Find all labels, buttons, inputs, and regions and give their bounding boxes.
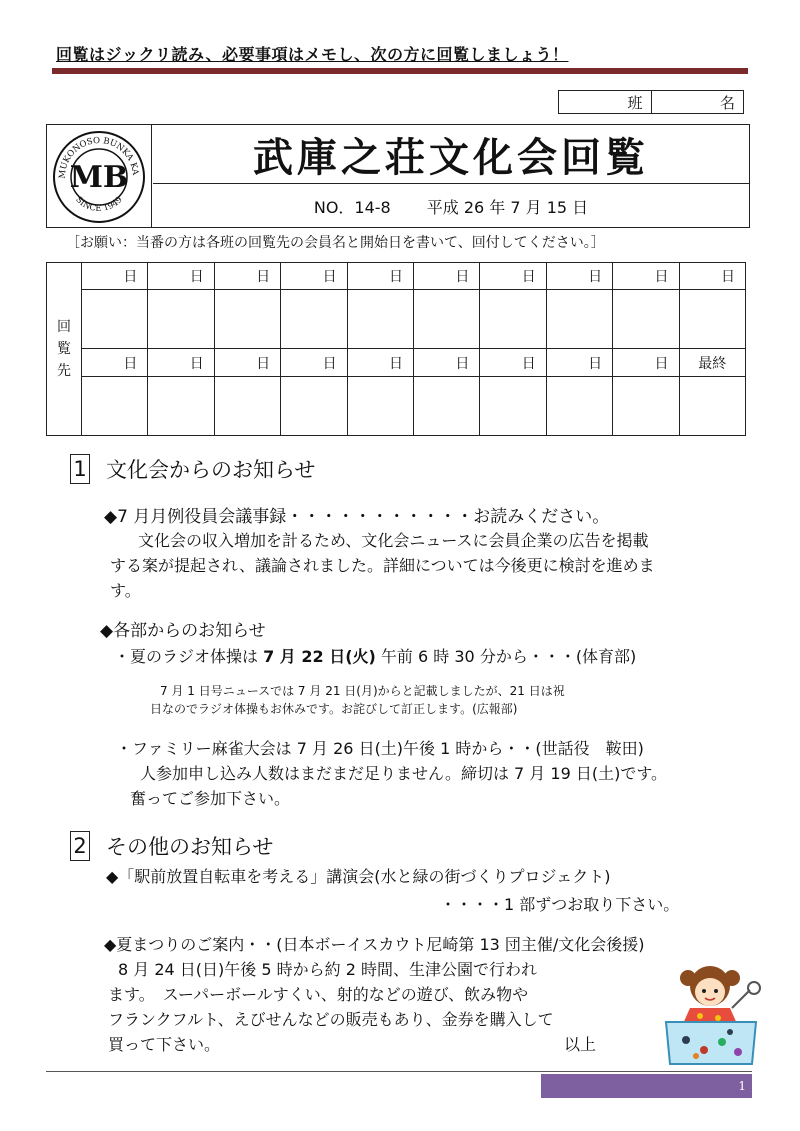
page-number: 1 xyxy=(738,1079,746,1093)
day-cell[interactable]: 日 xyxy=(546,263,612,290)
member-cell[interactable] xyxy=(347,290,413,349)
day-cell[interactable]: 日 xyxy=(82,263,148,290)
circulation-notice: 回覧はジックリ読み、必要事項はメモし、次の方に回覧しましょう！ xyxy=(56,45,569,64)
day-cell[interactable]: 日 xyxy=(413,349,479,376)
page-number-bar xyxy=(541,1074,752,1098)
circulation-table xyxy=(46,262,746,436)
member-cell[interactable] xyxy=(679,376,745,435)
bottom-rule xyxy=(46,1071,752,1072)
dept-notices-title: ◆各部からのお知らせ xyxy=(100,621,266,641)
member-cell[interactable] xyxy=(546,376,612,435)
day-cell[interactable]: 日 xyxy=(480,349,546,376)
member-cell[interactable] xyxy=(413,290,479,349)
minutes-body-line: 文化会の収入増加を計るため、文化会ニュースに会員企業の広告を掲載 xyxy=(138,531,649,550)
minutes-body-line: する案が提起され、議論されました。詳細については今後更に検討を進めま xyxy=(110,556,655,575)
logo-ring-bottom: SINCE 1949 xyxy=(73,194,125,215)
festival-line: ◆夏まつりのご案内・・(日本ボーイスカウト尼崎第 13 団主催/文化会後援) xyxy=(104,935,645,954)
member-cell[interactable] xyxy=(413,376,479,435)
member-cell[interactable] xyxy=(281,290,347,349)
mahjong-line: 人参加申し込み人数はまだまだ足りません。締切は 7 月 19 日(土)です。 xyxy=(140,764,668,783)
member-cell[interactable] xyxy=(480,290,546,349)
header-box xyxy=(46,124,750,228)
section-2-title: その他のお知らせ xyxy=(106,835,274,859)
member-cell[interactable] xyxy=(148,376,214,435)
lecture-line: ◆「駅前放置自転車を考える」講演会(水と緑の街づくりプロジェクト) xyxy=(106,867,611,886)
day-cell[interactable]: 日 xyxy=(347,263,413,290)
day-cell[interactable]: 日 xyxy=(281,263,347,290)
logo-letters: MB xyxy=(69,160,129,195)
festival-line: ます。 スーパーボールすくい、射的などの遊び、飲み物や xyxy=(108,985,529,1004)
name-label: 名 xyxy=(651,91,744,113)
request-note: ［お願い：当番の方は各班の回覧先の会員名と開始日を書いて、回付してください。］ xyxy=(66,235,605,251)
circulation-side-label: 回 覧 先 xyxy=(47,263,82,436)
day-cell[interactable]: 日 xyxy=(480,263,546,290)
day-cell[interactable]: 日 xyxy=(413,263,479,290)
day-cell[interactable]: 日 xyxy=(679,263,745,290)
logo-cell xyxy=(47,125,152,227)
top-rule xyxy=(52,68,748,74)
member-cell[interactable] xyxy=(613,290,679,349)
group-name-box xyxy=(558,90,744,114)
section-1-title: 文化会からのお知らせ xyxy=(106,458,316,482)
section-2-number: 2 xyxy=(70,831,90,861)
group-label: 班 xyxy=(627,93,643,112)
final-cell[interactable]: 最終 xyxy=(679,349,745,376)
section-2-heading xyxy=(70,831,273,861)
club-logo xyxy=(47,125,151,227)
mahjong-line: 奮ってご参加下さい。 xyxy=(130,789,291,808)
member-cell[interactable] xyxy=(480,376,546,435)
member-cell[interactable] xyxy=(613,376,679,435)
member-cell[interactable] xyxy=(82,290,148,349)
festival-line: フランクフルト、えびせんなどの販売もあり、金券を購入して xyxy=(108,1010,554,1029)
festival-girl-illustration xyxy=(660,960,770,1068)
day-cell[interactable]: 日 xyxy=(613,349,679,376)
correction-line: 日なのでラジオ体操もお休みです。お詫びして訂正します。(広報部) xyxy=(150,702,518,716)
member-cell[interactable] xyxy=(281,376,347,435)
issue-number: NO．14-8 xyxy=(313,197,391,217)
member-cell[interactable] xyxy=(679,290,745,349)
correction-line: 7 月 1 日号ニュースでは 7 月 21 日(月)からと記載しましたが、21 日は祝 xyxy=(160,684,565,698)
day-cell[interactable]: 日 xyxy=(148,263,214,290)
member-cell[interactable] xyxy=(148,290,214,349)
minutes-title: ◆7 月月例役員会議事録・・・・・・・・・・・お読みください。 xyxy=(104,507,610,527)
radio-exercise-line: ・夏のラジオ体操は 7 月 22 日(火) 午前 6 時 30 分から・・・(体育部) xyxy=(114,647,637,666)
lecture-line: ・・・・1 部ずつお取り下さい。 xyxy=(440,895,680,914)
logo-ring-top: MUKONOSO BUNKA KA xyxy=(57,135,141,180)
festival-line: 8 月 24 日(日)午後 5 時から約 2 時間、生津公園で行われ xyxy=(118,960,537,979)
closing-mark: 以上 xyxy=(564,1035,597,1054)
day-cell[interactable]: 日 xyxy=(347,349,413,376)
minutes-body-line: す。 xyxy=(110,581,141,600)
day-cell[interactable]: 日 xyxy=(214,263,280,290)
day-cell[interactable]: 日 xyxy=(546,349,612,376)
issue-date: 平成 26 年 7 月 15 日 xyxy=(426,197,589,217)
member-cell[interactable] xyxy=(347,376,413,435)
member-cell[interactable] xyxy=(546,290,612,349)
member-cell[interactable] xyxy=(214,376,280,435)
day-cell[interactable]: 日 xyxy=(214,349,280,376)
day-cell[interactable]: 日 xyxy=(82,349,148,376)
issue-line xyxy=(153,185,749,227)
section-1-number: 1 xyxy=(70,454,90,484)
day-cell[interactable]: 日 xyxy=(281,349,347,376)
day-cell[interactable]: 日 xyxy=(148,349,214,376)
member-cell[interactable] xyxy=(214,290,280,349)
member-cell[interactable] xyxy=(82,376,148,435)
day-cell[interactable]: 日 xyxy=(613,263,679,290)
mahjong-line: ・ファミリー麻雀大会は 7 月 26 日(土)午後 1 時から・・(世話役 鞍田) xyxy=(116,739,644,758)
section-1-heading xyxy=(70,454,315,484)
festival-line: 買って下さい。 xyxy=(108,1035,221,1054)
page-title: 武庫之荘文化会回覧 xyxy=(153,125,749,184)
